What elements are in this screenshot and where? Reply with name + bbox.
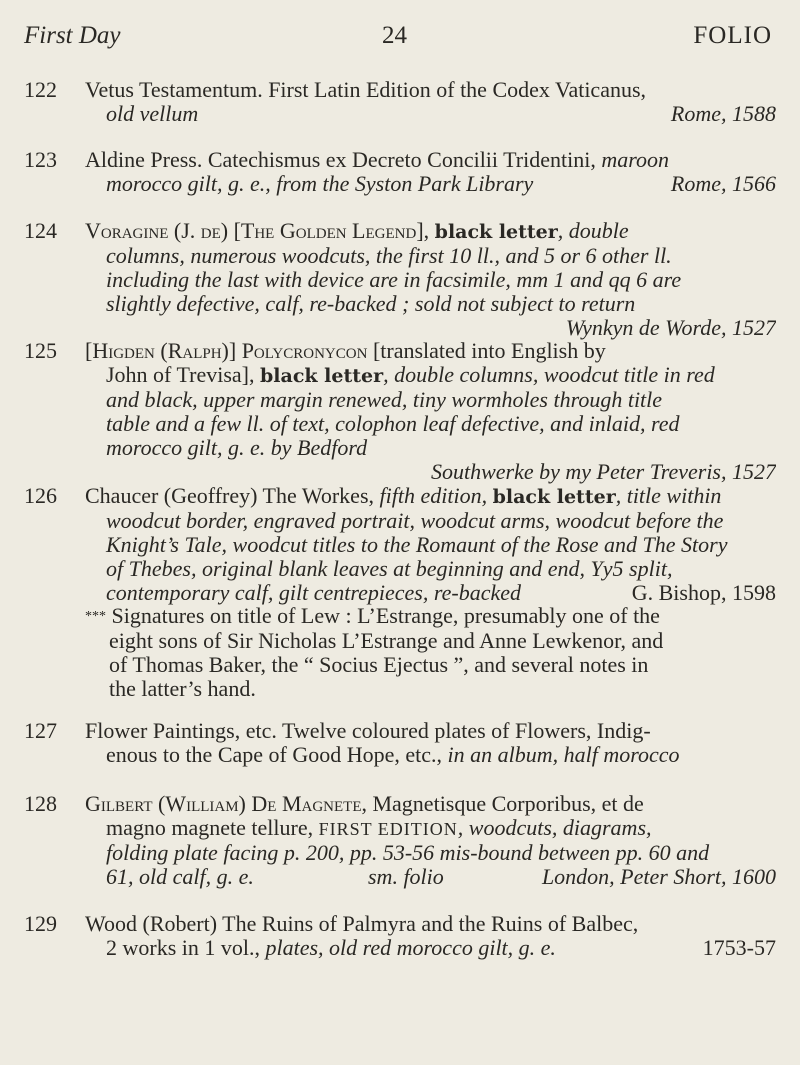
lot-number: 127 xyxy=(24,718,57,743)
lot-line xyxy=(85,363,776,388)
lot-binding: 61, old calf, g. e. xyxy=(106,865,254,889)
lot-line xyxy=(85,219,776,244)
lot-number: 128 xyxy=(24,791,57,816)
lot-number: 125 xyxy=(24,338,57,363)
lot-line xyxy=(85,148,776,172)
lot-title: Gilbert (William) De xyxy=(85,792,282,816)
note-line xyxy=(85,604,776,629)
lot-binding: old vellum xyxy=(106,102,199,126)
lot-line xyxy=(85,816,776,841)
lot-line: columns, numerous woodcuts, the first 10 ll., and 5 or 6 other ll. xyxy=(106,244,672,268)
lot-line: Flower Paintings, etc. Twelve coloured plates of Flowers, Indig- xyxy=(85,719,651,743)
lot-description xyxy=(85,484,776,605)
lot-type-note: black letter xyxy=(434,221,558,243)
lot-description xyxy=(85,339,776,484)
format-heading: FOLIO xyxy=(693,22,772,49)
lot-number: 126 xyxy=(24,483,57,508)
lot-line xyxy=(85,743,776,767)
lot-title: Voragine (J. de) [The Golden Legend], xyxy=(85,219,435,243)
lot-format: sm. folio xyxy=(368,865,444,889)
lot-line: Wood (Robert) The Ruins of Palmyra and the Ruins of Balbec, xyxy=(85,912,639,936)
note-line: of Thomas Baker, the “ Socius Ejectus ”, and several notes in xyxy=(109,653,649,677)
lot-detail: , Magnetisque Corporibus, et de xyxy=(361,792,644,816)
lot-line: Vetus Testamentum. First Latin Edition of the Codex Vaticanus, xyxy=(85,78,647,102)
lot-binding: maroon xyxy=(601,148,669,172)
lot-line xyxy=(85,792,776,816)
lot-line: slightly defective, calf, re-backed ; sold not subject to return xyxy=(106,292,636,316)
note-text: Signatures on title of Lew : L’Estrange, presumably one of the xyxy=(111,604,660,628)
lot-description xyxy=(85,148,776,196)
lot-note xyxy=(85,604,776,701)
lot-description xyxy=(85,912,776,960)
lot-description xyxy=(85,78,776,126)
lot-edition: FIRST EDITION xyxy=(318,819,458,839)
lot-line xyxy=(85,172,776,196)
lot-line xyxy=(85,339,776,363)
lot-line xyxy=(85,936,776,960)
lot-imprint: Southwerke by my Peter Treveris, 1527 xyxy=(431,460,776,484)
lot-imprint: Rome, 1566 xyxy=(670,172,776,196)
lot-imprint: Wynkyn de Worde, 1527 xyxy=(565,316,776,340)
lot-type-note: black letter xyxy=(492,486,616,508)
day-heading: First Day xyxy=(24,22,121,49)
lot-title: Magnete xyxy=(281,792,362,816)
lot-title: [Higden (Ralph)] Polycronycon xyxy=(85,339,373,363)
lot-line xyxy=(85,102,776,126)
lot-detail: [translated into English by xyxy=(372,339,606,363)
lot-detail: magno magnete tellure, xyxy=(106,816,319,840)
lot-line: of Thebes, original blank leaves at beginning and end, Yy5 split, xyxy=(106,557,673,581)
lot-imprint: Rome, 1588 xyxy=(670,102,776,126)
lot-number: 129 xyxy=(24,911,57,936)
lot-detail: enous to the Cape of Good Hope, etc., xyxy=(106,743,448,767)
lot-binding: plates, old red morocco gilt, g. e. xyxy=(265,936,556,960)
lot-line xyxy=(85,865,776,889)
lot-binding: contemporary calf, gilt centrepieces, re-backed xyxy=(106,581,521,605)
lot-detail: John of Trevisa], xyxy=(106,363,261,387)
lot-description xyxy=(85,719,776,767)
lot-detail: , woodcuts, diagrams, xyxy=(457,816,652,840)
lot-line: and black, upper margin renewed, tiny wormholes through title xyxy=(106,388,663,412)
page-number: 24 xyxy=(382,22,407,49)
lot-number: 122 xyxy=(24,77,57,102)
lot-detail: 2 works in 1 vol., xyxy=(106,936,266,960)
page-header xyxy=(24,22,772,62)
lot-line: folding plate facing p. 200, pp. 53-56 mis-bound between pp. 60 and xyxy=(106,841,710,865)
note-line: eight sons of Sir Nicholas L’Estrange and Anne Lewkenor, and xyxy=(109,629,664,653)
lot-type-note: black letter xyxy=(260,365,384,387)
lot-line xyxy=(85,581,776,605)
note-line: the latter’s hand. xyxy=(109,677,256,701)
lot-line: woodcut border, engraved portrait, woodcut arms, woodcut before the xyxy=(106,509,724,533)
lot-detail: , title within xyxy=(615,484,722,508)
lot-detail: fifth edition, xyxy=(379,484,493,508)
lot-imprint: 1753-57 xyxy=(702,936,776,960)
lot-title: Aldine Press. Catechismus ex Decreto Concilii Tridentini, xyxy=(85,148,602,172)
lot-line xyxy=(85,484,776,509)
lot-title: Chaucer (Geoffrey) The Workes, xyxy=(85,484,380,508)
lot-line: Knight’s Tale, woodcut titles to the Romaunt of the Rose and The Story xyxy=(106,533,728,557)
lot-number: 124 xyxy=(24,218,57,243)
lot-description xyxy=(85,219,776,340)
lot-line: including the last with device are in facsimile, mm 1 and qq 6 are xyxy=(106,268,682,292)
lot-description xyxy=(85,792,776,889)
lot-number: 123 xyxy=(24,147,57,172)
lot-line: morocco gilt, g. e. by Bedford xyxy=(106,436,368,460)
lot-detail: , double columns, woodcut title in red xyxy=(383,363,715,387)
lot-imprint: London, Peter Short, 1600 xyxy=(541,865,776,889)
lot-imprint: G. Bishop, 1598 xyxy=(631,581,776,605)
lot-line: table and a few ll. of text, colophon leaf defective, and inlaid, red xyxy=(106,412,680,436)
lot-binding: morocco gilt, g. e., from the Syston Park Library xyxy=(106,172,534,196)
lot-binding: in an album, half morocco xyxy=(447,743,680,767)
lot-detail: , double xyxy=(557,219,629,243)
asterism-icon: *** xyxy=(85,609,106,624)
